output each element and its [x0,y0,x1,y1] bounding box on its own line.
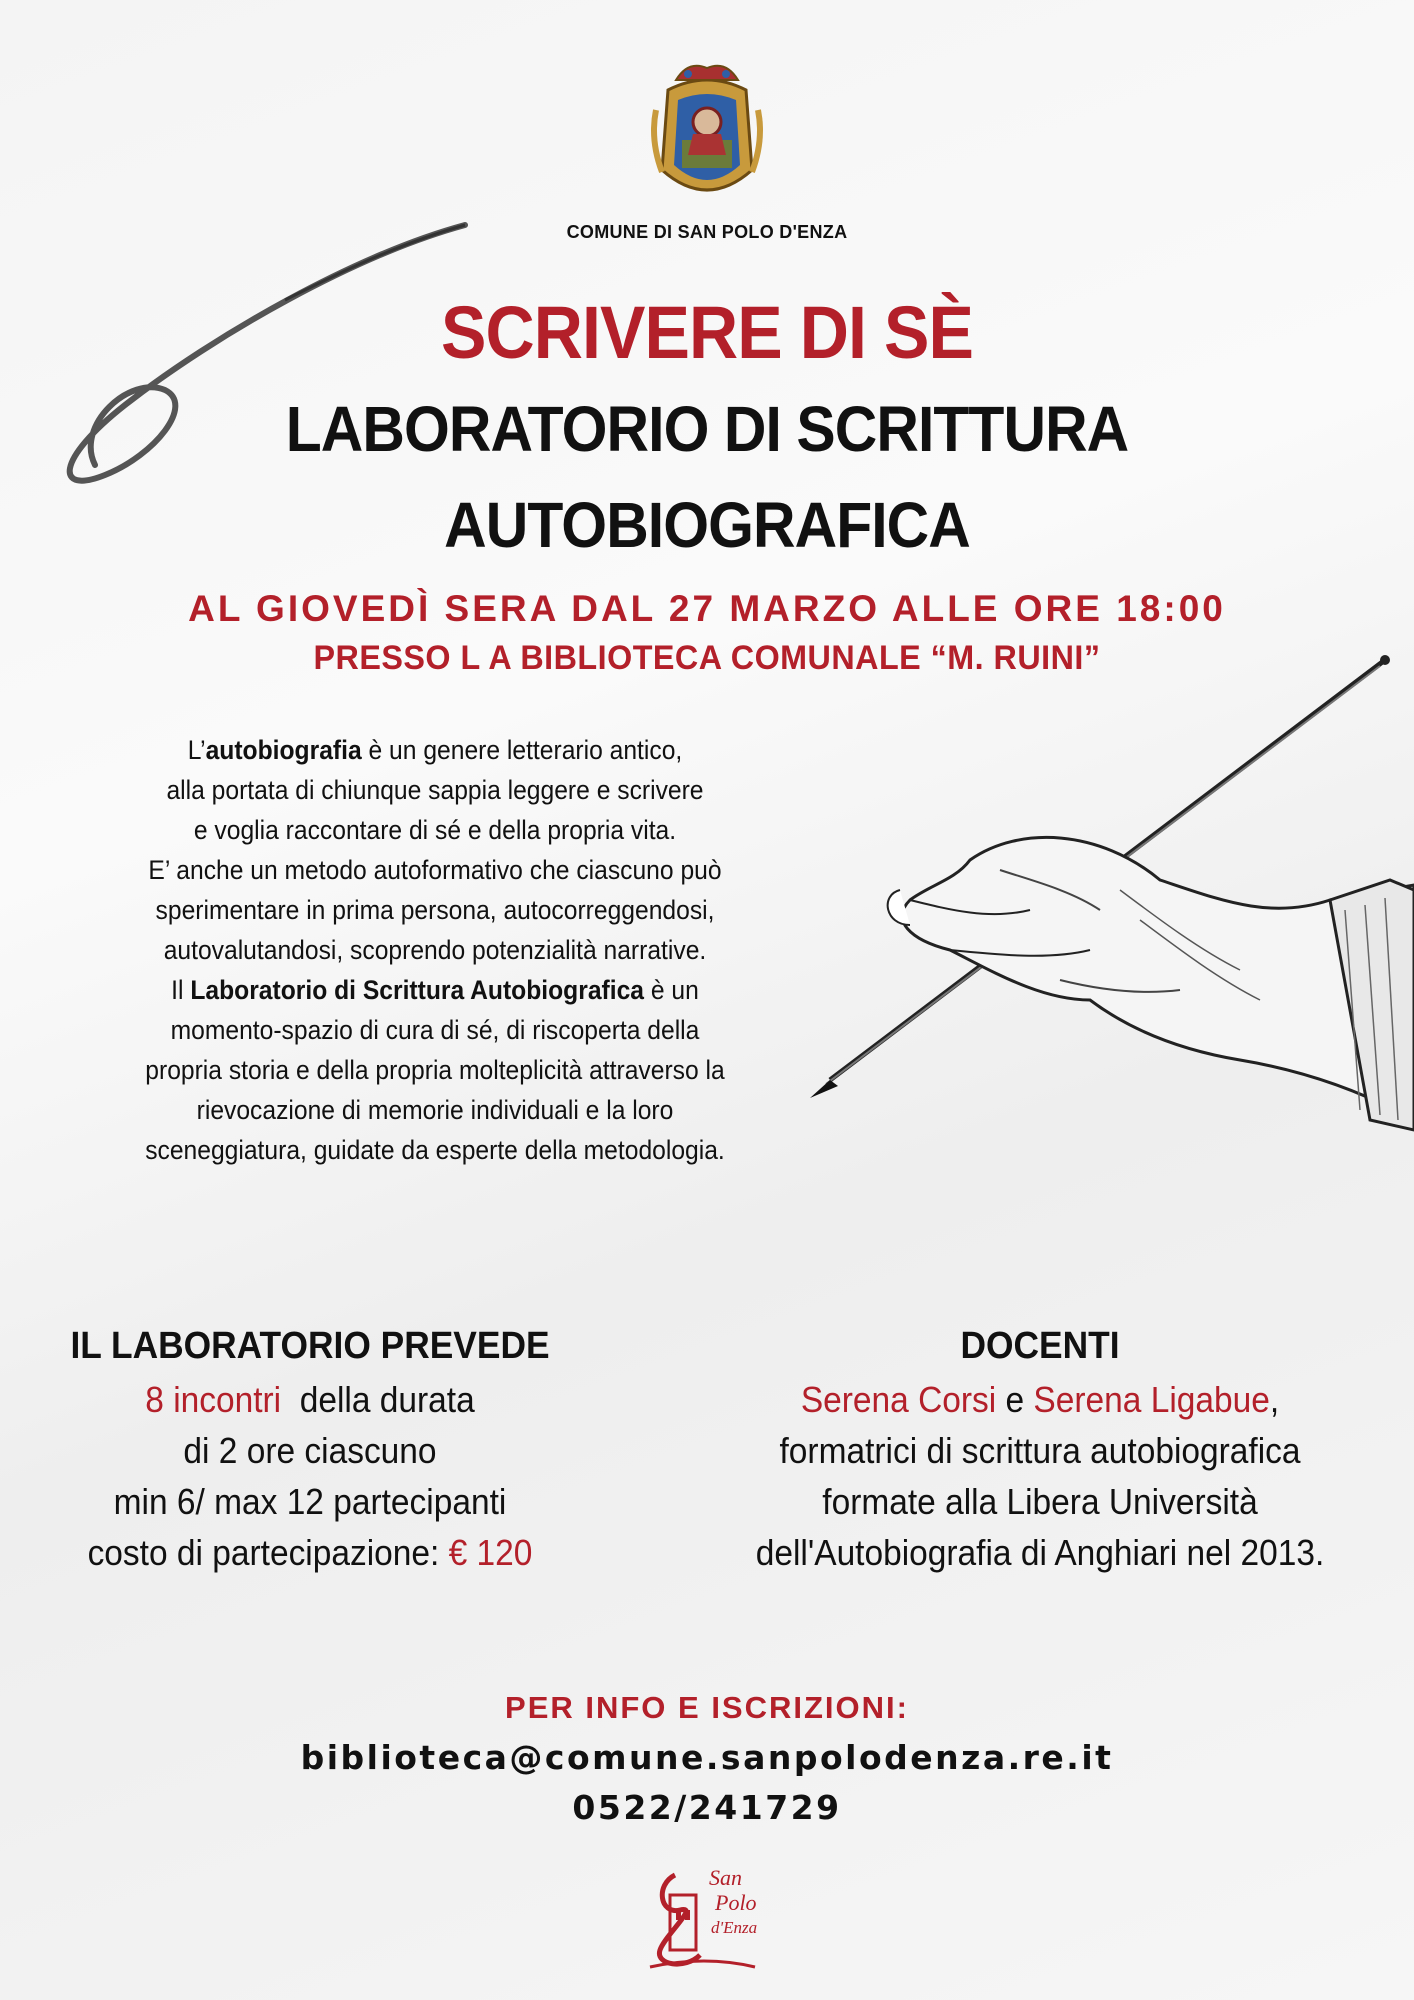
event-date-time: AL GIOVEDÌ SERA DAL 27 MARZO ALLE ORE 18:00 [188,588,1226,629]
title-sub-line1: LABORATORIO DI SCRITTURA [285,393,1129,465]
docente-name-2: Serena Ligabue [1033,1379,1270,1420]
docenti-section [690,1325,1390,1578]
contact-phone[interactable]: 0522/241729 [572,1788,842,1827]
title-sub-line2: AUTOBIOGRAFICA [444,489,970,561]
docenti-line: formate alla Libera Università [822,1481,1258,1522]
intro-line: sperimentare in prima persona, autocorreggendosi, [155,895,715,925]
prevede-line-durata: di 2 ore ciascuno [183,1430,437,1471]
intro-line: propria storia e della propria molteplicità attraverso la [145,1055,725,1085]
docenti-names [715,1374,1366,1425]
intro-text: è un genere letterario antico, [361,735,683,765]
intro-text: è un [644,975,699,1005]
docenti-comma: , [1269,1379,1280,1420]
intro-line: autovalutandosi, scoprendo potenzialità narrative. [163,935,707,965]
docenti-line: formatrici di scrittura autobiografica [779,1430,1301,1471]
cost-value: € 120 [448,1532,533,1573]
event-location: PRESSO L A BIBLIOTECA COMUNALE “M. RUINI” [313,639,1101,677]
prevede-section [30,1325,590,1578]
logo-text-enza: d'Enza [711,1918,758,1937]
intro-line: e voglia raccontare di sé e della propria vita. [193,815,677,845]
incontri-rest: della durata [281,1379,475,1420]
cost-label: costo di partecipazione: [87,1532,449,1573]
logo-text-san: San [709,1865,742,1890]
municipal-crest-icon [648,60,766,210]
contact-email[interactable]: biblioteca@comune.sanpolodenza.re.it [300,1738,1114,1777]
intro-text: L’ [187,735,206,765]
intro-bold: Laboratorio di Scrittura Autobiografica [190,975,645,1005]
docenti-and: e [996,1379,1034,1420]
hand-with-pen-icon [800,650,1414,1210]
intro-paragraph [49,730,821,1170]
intro-line: momento-spazio di cura di sé, di riscoperta della [170,1015,700,1045]
info-title: PER INFO E ISCRIZIONI: [505,1690,909,1725]
intro-bold: autobiografia [205,735,362,765]
docente-name-1: Serena Corsi [800,1379,997,1420]
san-polo-logo-icon [645,1855,770,1975]
comune-name: COMUNE DI SAN POLO D'ENZA [566,222,848,242]
intro-line: alla portata di chiunque sappia leggere e scrivere [166,775,704,805]
intro-line: E’ anche un metodo autoformativo che ciascuno può [148,855,722,885]
docenti-line: dell'Autobiografia di Anghiari nel 2013. [755,1532,1325,1573]
title-main: SCRIVERE DI SÈ [441,291,973,374]
prevede-title: IL LABORATORIO PREVEDE [70,1325,550,1367]
prevede-line-costo [50,1527,571,1578]
intro-line: sceneggiatura, guidate da esperte della metodologia. [145,1135,725,1165]
intro-text: Il [171,975,191,1005]
prevede-line-partecipanti: min 6/ max 12 partecipanti [113,1481,507,1522]
incontri-count: 8 incontri [145,1379,282,1420]
intro-line: rievocazione di memorie individuali e la loro [196,1095,674,1125]
prevede-line-incontri [50,1374,571,1425]
logo-text-polo: Polo [715,1890,757,1915]
docenti-title: DOCENTI [960,1325,1120,1367]
